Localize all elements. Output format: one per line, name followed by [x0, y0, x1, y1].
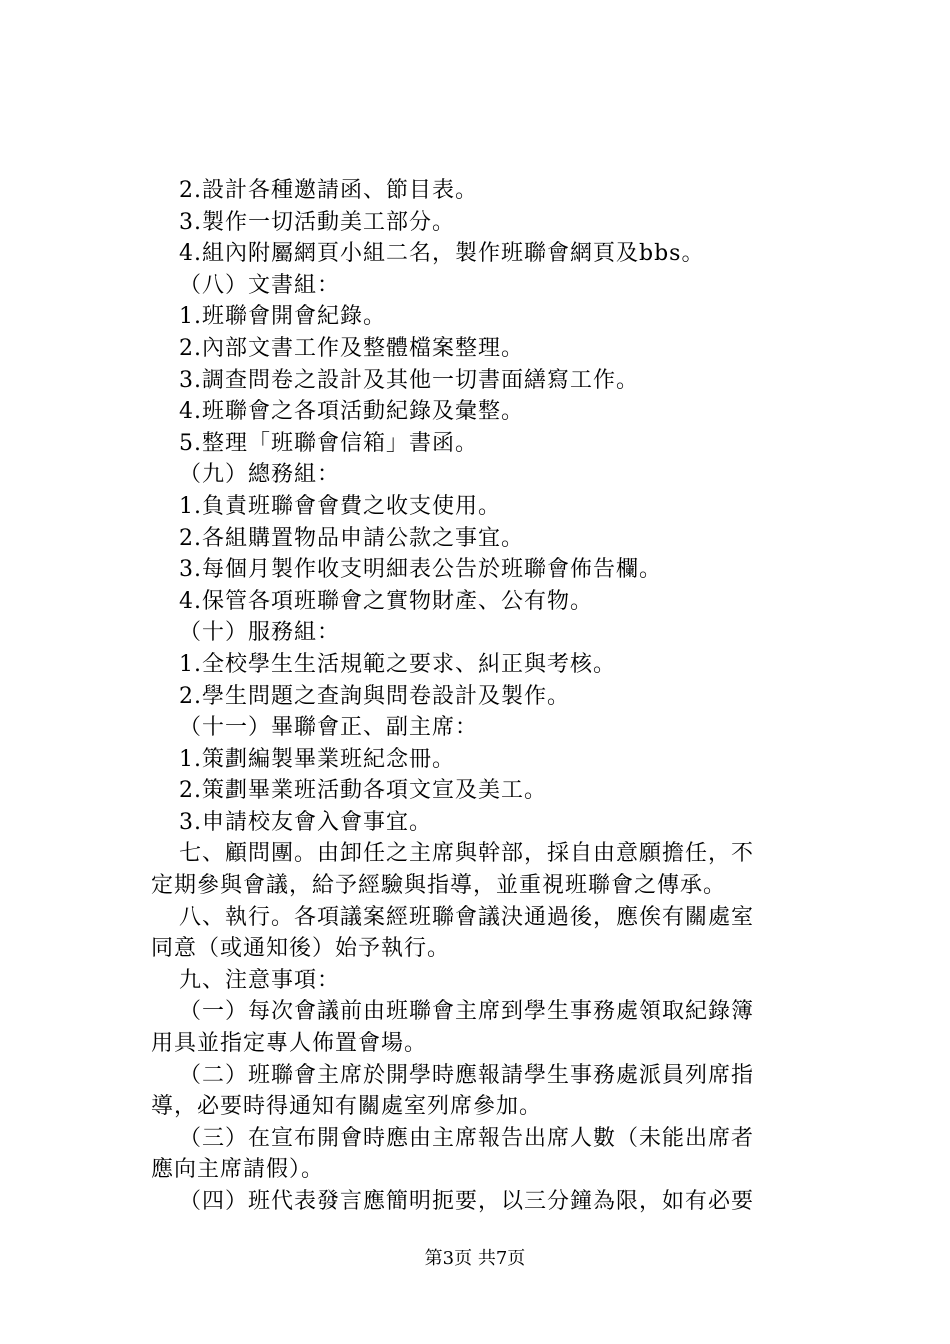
paragraph-heading: 九、注意事項：: [179, 967, 341, 993]
paragraph-line: 應向主席請假）。: [151, 1157, 325, 1183]
text-line: 1.全校學生生活規範之要求、糾正與考核。: [179, 651, 616, 677]
paragraph-line: （二）班聯會主席於開學時應報請學生事務處派員列席指: [179, 1062, 755, 1088]
paragraph-line: （一）每次會議前由班聯會主席到學生事務處領取紀錄簿: [179, 999, 755, 1025]
text-line: 3.申請校友會入會事宜。: [179, 809, 432, 835]
paragraph-line: 同意（或通知後）始予執行。: [151, 936, 451, 962]
paragraph-line: 用具並指定專人佈置會場。: [151, 1031, 428, 1057]
text-line: 2.策劃畢業班活動各項文宣及美工。: [179, 778, 547, 804]
text-line: 5.整理「班聯會信箱」書函。: [179, 430, 478, 456]
text-line: 1.班聯會開會紀錄。: [179, 304, 386, 330]
paragraph-line: 七、顧問團。由卸任之主席與幹部，採自由意願擔任，不: [179, 841, 755, 867]
paragraph-line: 導，必要時得通知有關處室列席參加。: [151, 1094, 543, 1120]
text-line: 1.策劃編製畢業班紀念冊。: [179, 746, 455, 772]
text-line: 4.保管各項班聯會之實物財產、公有物。: [179, 588, 593, 614]
text-line: 2.內部文書工作及整體檔案整理。: [179, 335, 524, 361]
section-heading: （十）服務組：: [179, 620, 341, 646]
text-line: 2.設計各種邀請函、節目表。: [179, 178, 478, 203]
page-number-footer: 第3页 共7页: [424, 1248, 526, 1269]
text-line: 3.每個月製作收支明細表公告於班聯會佈告欄。: [179, 557, 662, 583]
paragraph-line: 八、執行。各項議案經班聯會議決通過後，應俟有關處室: [179, 904, 755, 930]
document-body: [151, 175, 841, 1218]
paragraph-line: （四）班代表發言應簡明扼要，以三分鐘為限，如有必要: [179, 1189, 755, 1214]
section-heading: （九）總務組：: [179, 462, 341, 488]
text-line: 3.製作一切活動美工部分。: [179, 209, 455, 235]
text-line: 2.各組購置物品申請公款之事宜。: [179, 525, 524, 551]
text-line: 3.調查問卷之設計及其他一切書面繕寫工作。: [179, 367, 639, 393]
text-line: 4.班聯會之各項活動紀錄及彙整。: [179, 399, 524, 425]
paragraph-line: （三）在宣布開會時應由主席報告出席人數（未能出席者: [179, 1125, 755, 1151]
section-heading: （十一）畢聯會正、副主席：: [179, 715, 479, 741]
text-line: 4.組內附屬網頁小組二名，製作班聯會網頁及bbs。: [179, 241, 705, 267]
section-heading: （八）文書組：: [179, 272, 341, 298]
paragraph-line: 定期參與會議，給予經驗與指導，並重視班聯會之傳承。: [151, 873, 727, 899]
text-line: 2.學生問題之查詢與問卷設計及製作。: [179, 683, 570, 709]
text-line: 1.負責班聯會會費之收支使用。: [179, 493, 501, 519]
